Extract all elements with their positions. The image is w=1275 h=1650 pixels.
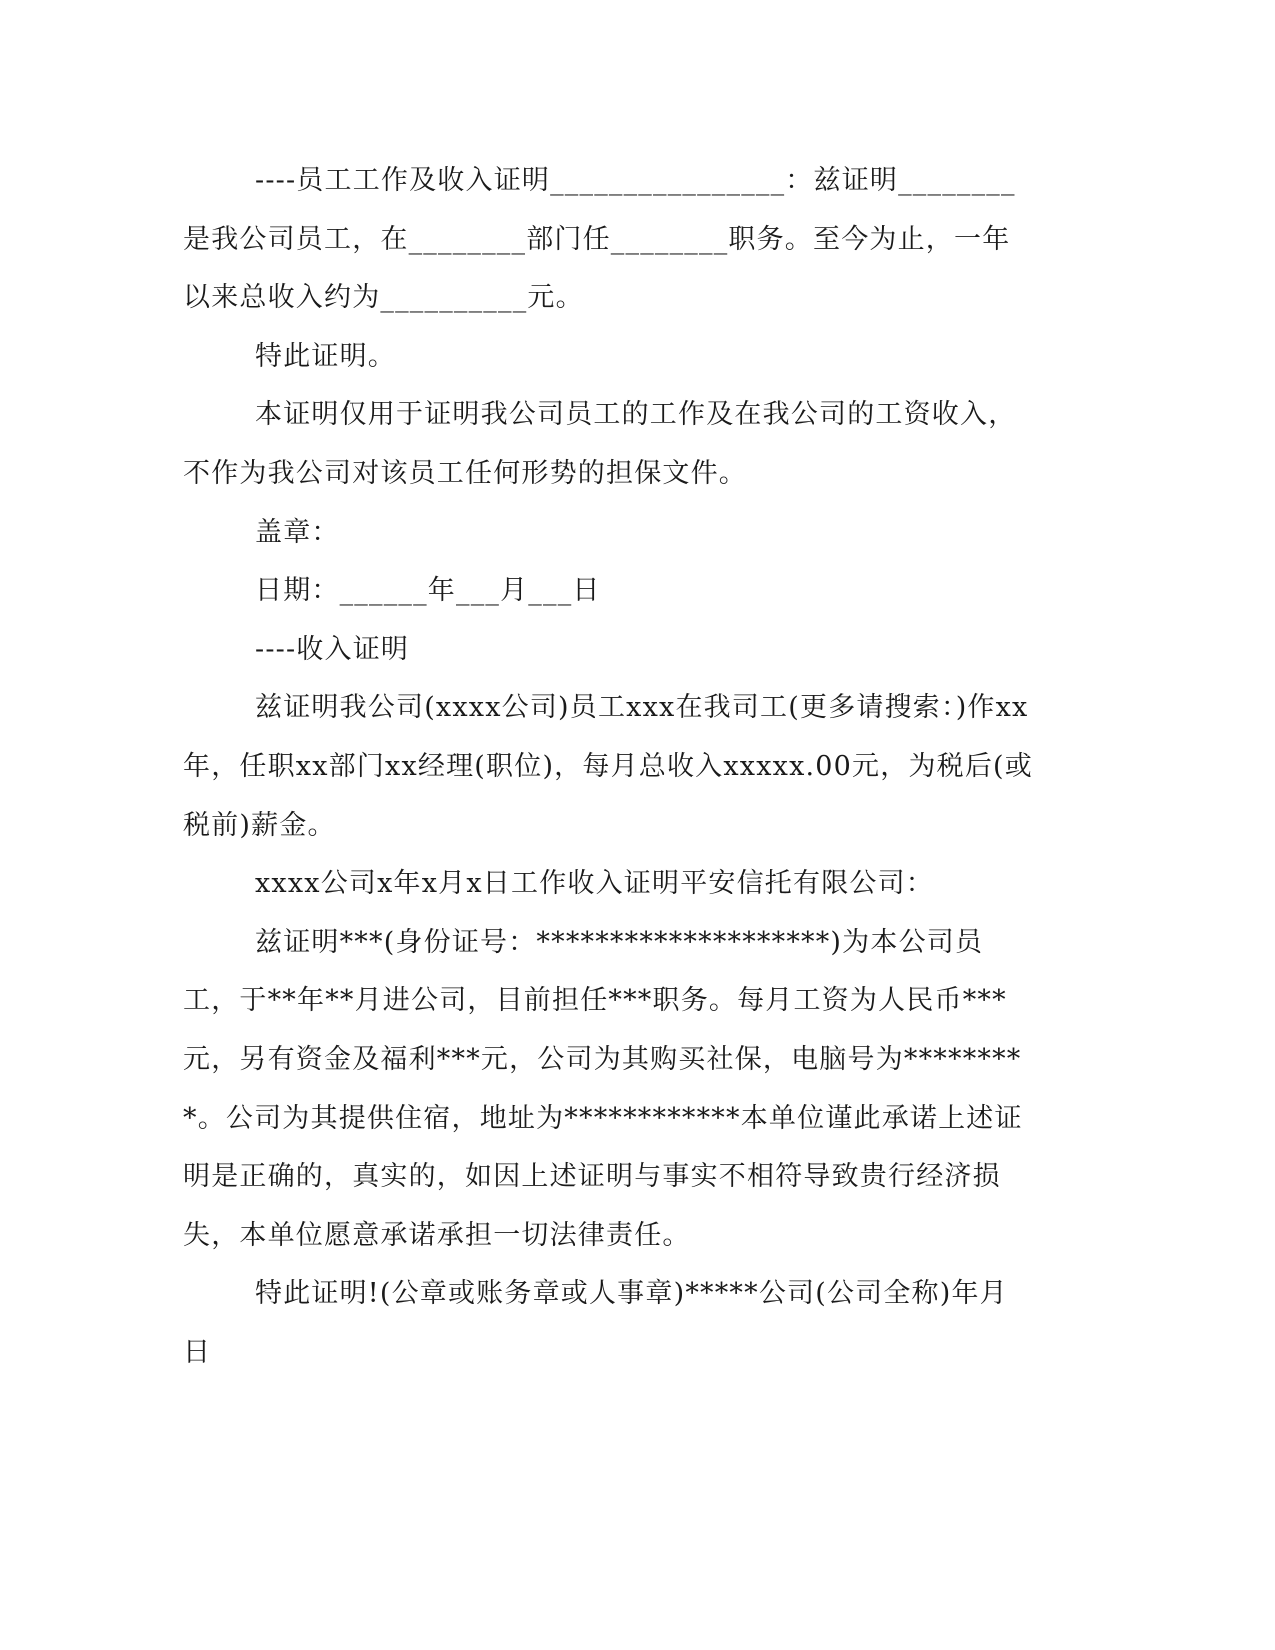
company-date-addressee-line: xxxx公司x年x月x日工作收入证明平安信托有限公司： — [255, 868, 934, 900]
hereby-certify-line: 特此证明。 — [255, 340, 396, 372]
employment-income-certificate-paragraph: ----员工工作及收入证明________________：兹证明________是我公司员工，在________部门任________职务。至今为止，一年以来总收入约为__________元。 — [183, 165, 1016, 314]
detailed-certificate-paragraph: 兹证明***(身份证号：********************)为本公司员工，于**年**月进公司，目前担任***职务。每月工资为人民币***元，另有资金及福利***元，公司为其购买社保，电脑号为*********。公司为其提供住宿，地址为************本单位谨此承诺上述证明是正确的，真实的，如因上述证明与事实不相符导致贵行经济损失，本单位愿意承诺承担一切法律责任。 — [183, 926, 1023, 1251]
document-body — [183, 152, 1033, 1382]
closing-signature-line: 特此证明!(公章或账务章或人事章)*****公司(公司全称)年月日 — [183, 1278, 1008, 1368]
income-certificate-heading: ----收入证明 — [255, 633, 410, 665]
usage-disclaimer-paragraph: 本证明仅用于证明我公司员工的工作及在我公司的工资收入，不作为我公司对该员工任何形势的担保文件。 — [183, 399, 1017, 489]
seal-line: 盖章： — [255, 516, 340, 548]
income-certificate-paragraph: 兹证明我公司(xxxx公司)员工xxx在我司工(更多请搜索：)作xx年，任职xx部门xx经理(职位)，每月总收入xxxxx.00元，为税后(或税前)薪金。 — [183, 692, 1033, 841]
date-line: 日期：______年___月___日 — [255, 575, 601, 607]
